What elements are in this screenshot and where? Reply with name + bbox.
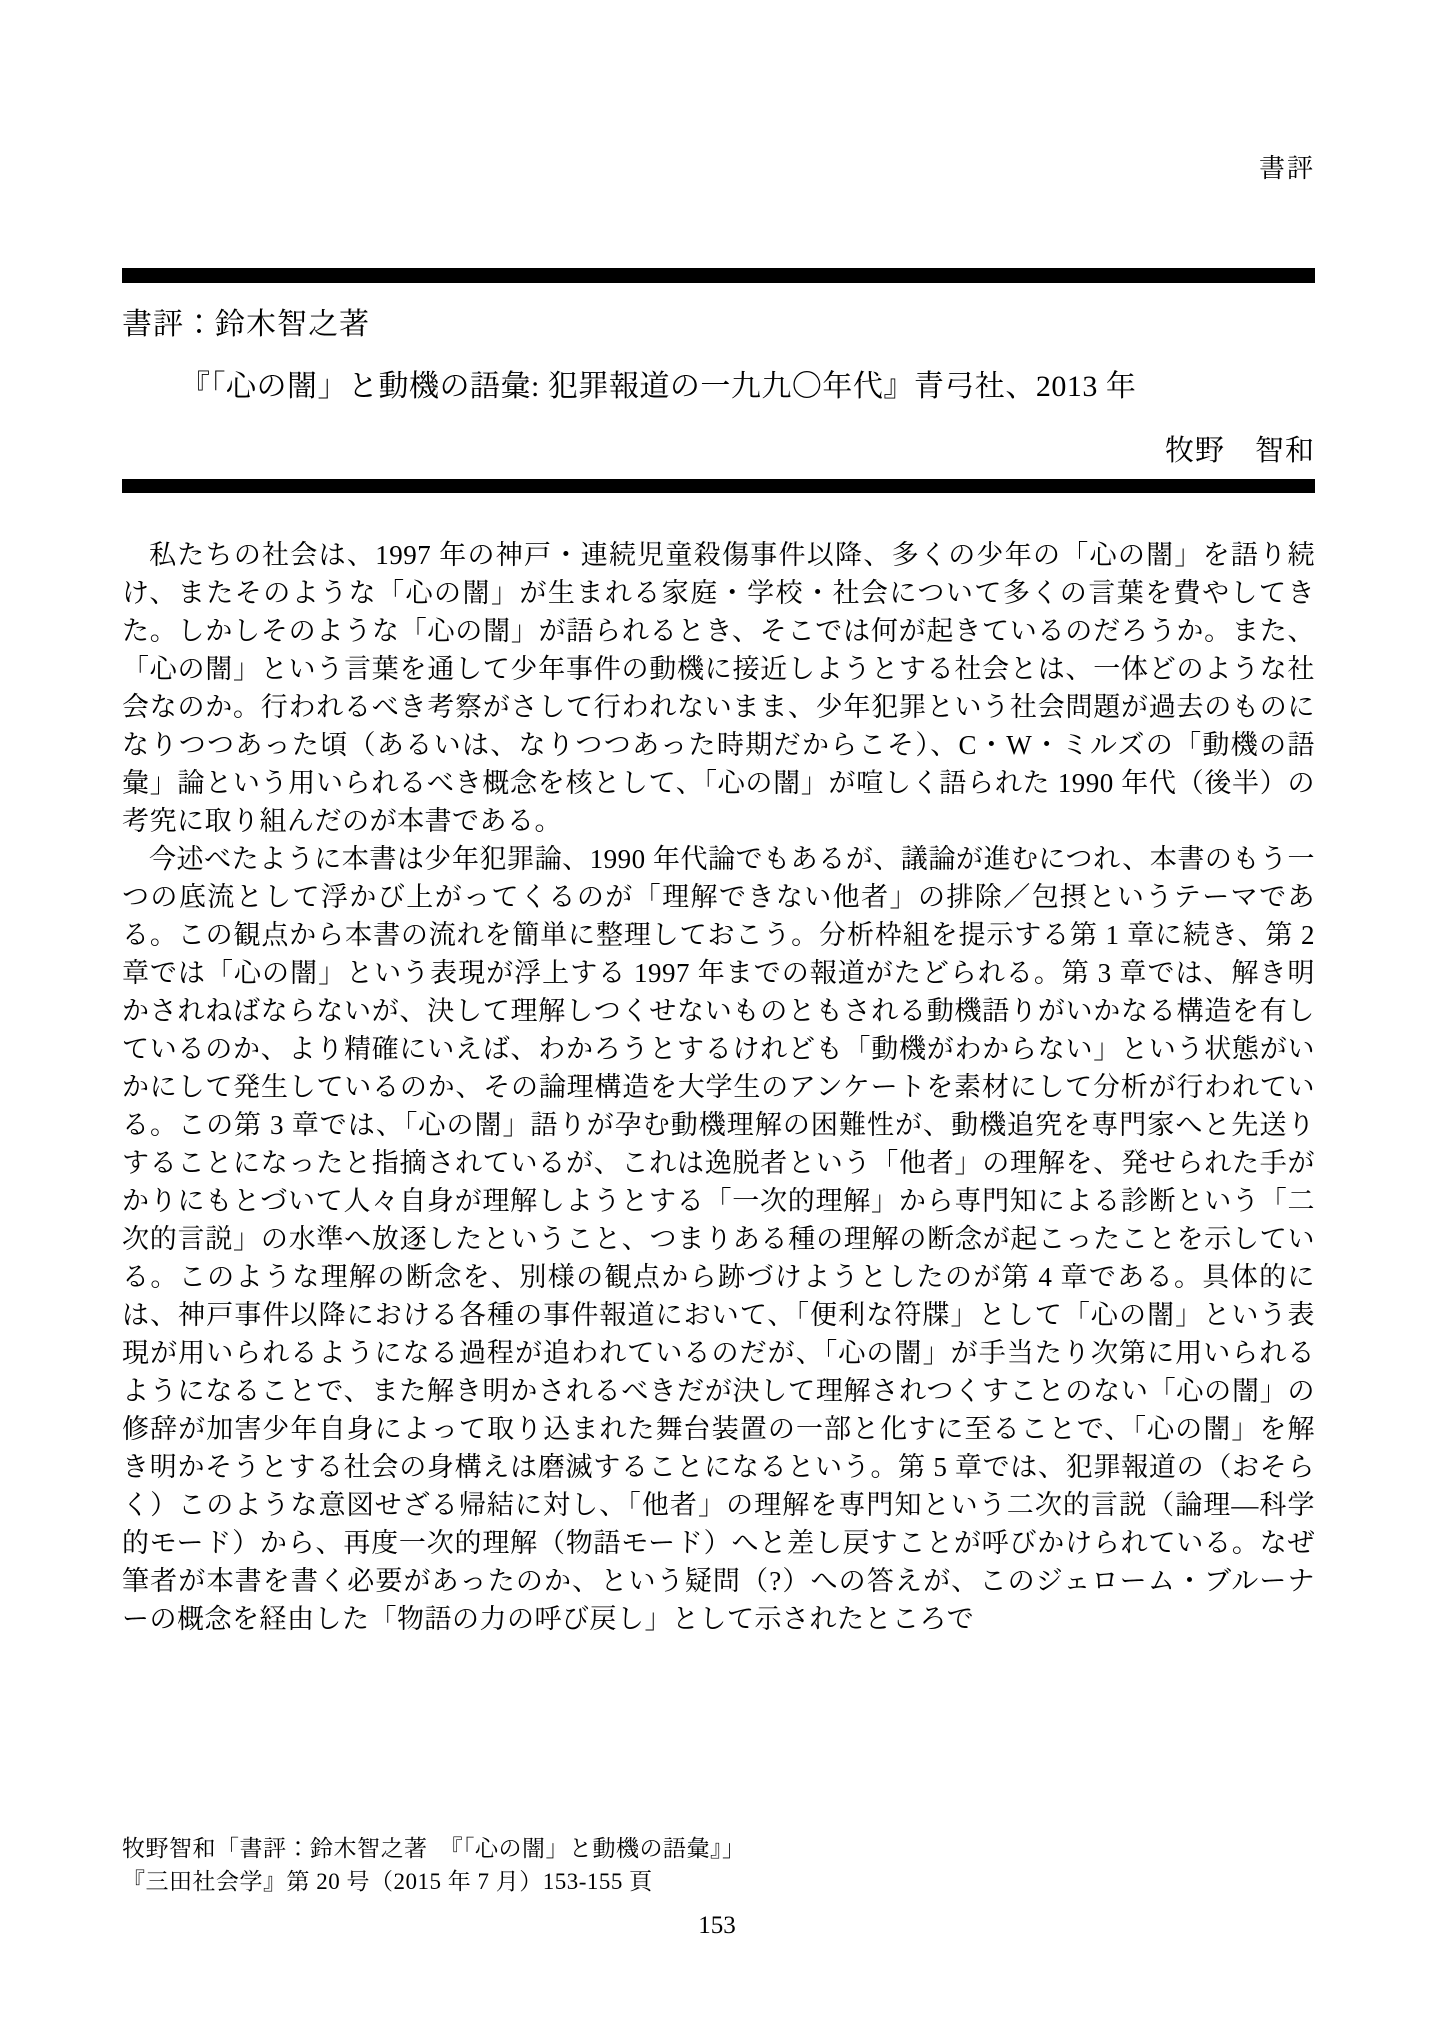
bottom-rule <box>122 479 1315 493</box>
review-title-line1: 書評：鈴木智之著 <box>122 308 370 341</box>
body-paragraph-1: 私たちの社会は、1997 年の神戸・連続児童殺傷事件以降、多くの少年の「心の闇」を語り続け、またそのような「心の闇」が生まれる家庭・学校・社会について多くの言葉を費やしてきた。しかしそのような「心の闇」が語られるとき、そこでは何が起きているのだろうか。また、「心の闇」という言葉を通して少年事件の動機に接近しようとする社会とは、一体どのような社会なのか。行われるべき考察がさして行われないまま、少年犯罪という社会問題が過去のものになりつつあった頃（あるいは、なりつつあった時期だからこそ）、C・W・ミルズの「動機の語彙」論という用いられるべき概念を核として、「心の闇」が喧しく語られた 1990 年代（後半）の考究に取り組んだのが本書である。 <box>122 540 1315 836</box>
citation-line-1: 牧野智和「書評：鈴木智之著 『「心の闇」と動機の語彙』」 <box>122 1836 746 1861</box>
citation-footnote <box>122 1832 1315 1898</box>
body-paragraph-2: 今述べたように本書は少年犯罪論、1990 年代論でもあるが、議論が進むにつれ、本書のもう一つの底流として浮かび上がってくるのが「理解できない他者」の排除／包摂というテーマである。この観点から本書の流れを簡単に整理しておこう。分析枠組を提示する第 1 章に続き、第 2 章では「心の闇」という表現が浮上する 1997 年までの報道がたどられる。第 3 章では、解き明かされねばならないが、決して理解しつくせないものともされる動機語りがいかなる構造を有しているのか、より精確にいえば、わかろうとするけれども「動機がわからない」という状態がいかにして発生しているのか、その論理構造を大学生のアンケートを素材にして分析が行われている。この第 3 章では、「心の闇」語りが孕む動機理解の困難性が、動機追究を専門家へと先送りすることになったと指摘されているが、これは逸脱者という「他者」の理解を、発せられた手がかりにもとづいて人々自身が理解しようとする「一次的理解」から専門知による診断という「二次的言説」の水準へ放逐したということ、つまりある種の理解の断念が起こったことを示している。このような理解の断念を、別様の観点から跡づけようとしたのが第 4 章である。具体的には、神戸事件以降における各種の事件報道において、「便利な符牒」として「心の闇」という表現が用いられるようになる過程が追われているのだが、「心の闇」が手当たり次第に用いられるようになることで、また解き明かされるべきだが決して理解されつくすことのない「心の闇」の修辞が加害少年自身によって取り込まれた舞台装置の一部と化すに至ることで、「心の闇」を解き明かそうとする社会の身構えは磨滅することになるという。第 5 章では、犯罪報道の（おそらく）このような意図せざる帰結に対し、「他者」の理解を専門知という二次的言説（論理―科学的モード）から、再度一次的理解（物語モード）へと差し戻すことが呼びかけられている。なぜ筆者が本書を書く必要があったのか、という疑問（?）への答えが、このジェローム・ブルーナーの概念を経由した「物語の力の呼び戻し」として示されたところで <box>122 844 1315 1634</box>
review-title-line2: 『「心の闇」と動機の語彙: 犯罪報道の一九九〇年代』青弓社、2013 年 <box>180 370 1137 403</box>
top-rule <box>122 268 1315 283</box>
citation-line-2: 『三田社会学』第 20 号（2015 年 7 月）153-155 頁 <box>122 1869 653 1894</box>
author-name: 牧野 智和 <box>1164 435 1315 467</box>
page-number: 153 <box>698 1912 736 1939</box>
review-body <box>122 536 1315 1638</box>
running-head-label: 書評 <box>1258 154 1315 183</box>
